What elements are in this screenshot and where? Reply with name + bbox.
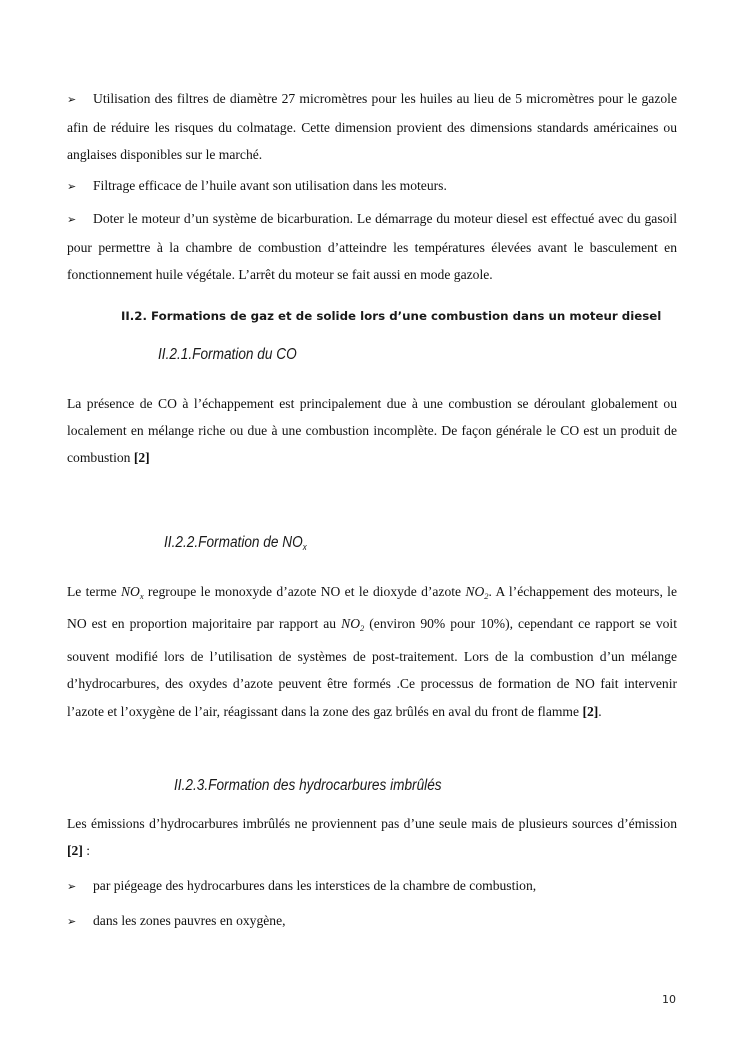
arrow-bullet-icon: ➢ xyxy=(67,94,77,106)
paragraph-nox-formation: Le terme $NO_x$ regroupe le monoxyde d’azote NO et le dioxyde d’azote $NO_2$. A l’échappement des moteurs, le NO est en proportion majoritaire par rapport au $NO_2$ (environ 90% pour 10%), cependant ce rapport se voit souvent modifié lors de l’utilisation de systèmes de post-traitement. Lors de la combustion d’un mélange d’hydrocarbures, des oxydes d’azote peuvent être formés .Ce processus de formation de NO fait intervenir l’azote et l’oxygène de l’air, réagissant dans la zone des gaz brûlés en aval du front de flamme [2]. xyxy=(67,584,677,719)
bullet-item-interstices: ➢ par piégeage des hydrocarbures dans les interstices de la chambre de combustion, xyxy=(67,872,677,901)
bullet-lead-text: Filtrage efficace de l’huile avant son utilisation dans les moteurs. xyxy=(93,178,447,193)
nox-formula: $NO_x$ xyxy=(120,584,144,601)
citation-ref: [2] xyxy=(582,703,599,719)
citation-ref: [2] xyxy=(67,843,83,858)
bullet-item-oil-filtering xyxy=(67,172,677,201)
section-heading-ii22: II.2.2.Formation de $NO_x$ xyxy=(164,534,307,552)
arrow-bullet-icon: ➢ xyxy=(67,916,77,928)
bullet-item-bicarburation xyxy=(67,205,677,288)
paragraph-co-formation: La présence de CO à l’échappement est principalement due à une combustion se déroulant globalement ou localement en mélange riche ou due à une combustion incomplète. De façon générale le CO est un produit de combustion [2] xyxy=(67,396,677,465)
arrow-bullet-icon: ➢ xyxy=(67,881,77,893)
arrow-bullet-icon: ➢ xyxy=(67,181,77,193)
bullet-lead-text: Utilisation des filtres de diamètre 27 micromètres pour les huiles au lieu de 5 micromètres pour le xyxy=(93,91,638,106)
paragraph-hc-formation: Les émissions d’hydrocarbures imbrûlés ne proviennent pas d’une seule mais de plusieurs sources d’émission [2] : xyxy=(67,816,677,858)
section-heading-ii2: II.2. Formations de gaz et de solide lors d’une combustion dans un moteur diesel xyxy=(121,309,662,323)
bullet-item-poor-oxygen: ➢ dans les zones pauvres en oxygène, xyxy=(67,907,677,936)
bullet-lead-text: Doter le moteur d’un système de bicarburation. Le démarrage du moteur diesel est effectué avec xyxy=(93,211,624,226)
no2-formula: $NO_2$ xyxy=(341,616,365,634)
page-number: 10 xyxy=(662,993,676,1006)
section-heading-ii23: II.2.3.Formation des hydrocarbures imbrûlés xyxy=(174,777,442,794)
section-heading-ii21: II.2.1.Formation du CO xyxy=(158,346,297,363)
bullet-item-filters xyxy=(67,85,677,168)
no2-formula: $NO_2$ xyxy=(465,584,489,601)
bullet-rest-text: du gasoil pour permettre à la chambre de combustion d’atteindre les températures élevées avant le basculement en fonctionnement huile végétale. L’arrêt du moteur se fait aussi en mode gazole. xyxy=(67,211,677,282)
arrow-bullet-icon: ➢ xyxy=(67,214,77,226)
citation-ref: [2] xyxy=(133,450,150,465)
bullet-rest-text: gazole afin de réduire les risques du colmatage. Cette dimension provient des dimensions standards américaines ou anglaises disponibles sur le marché. xyxy=(67,91,677,162)
